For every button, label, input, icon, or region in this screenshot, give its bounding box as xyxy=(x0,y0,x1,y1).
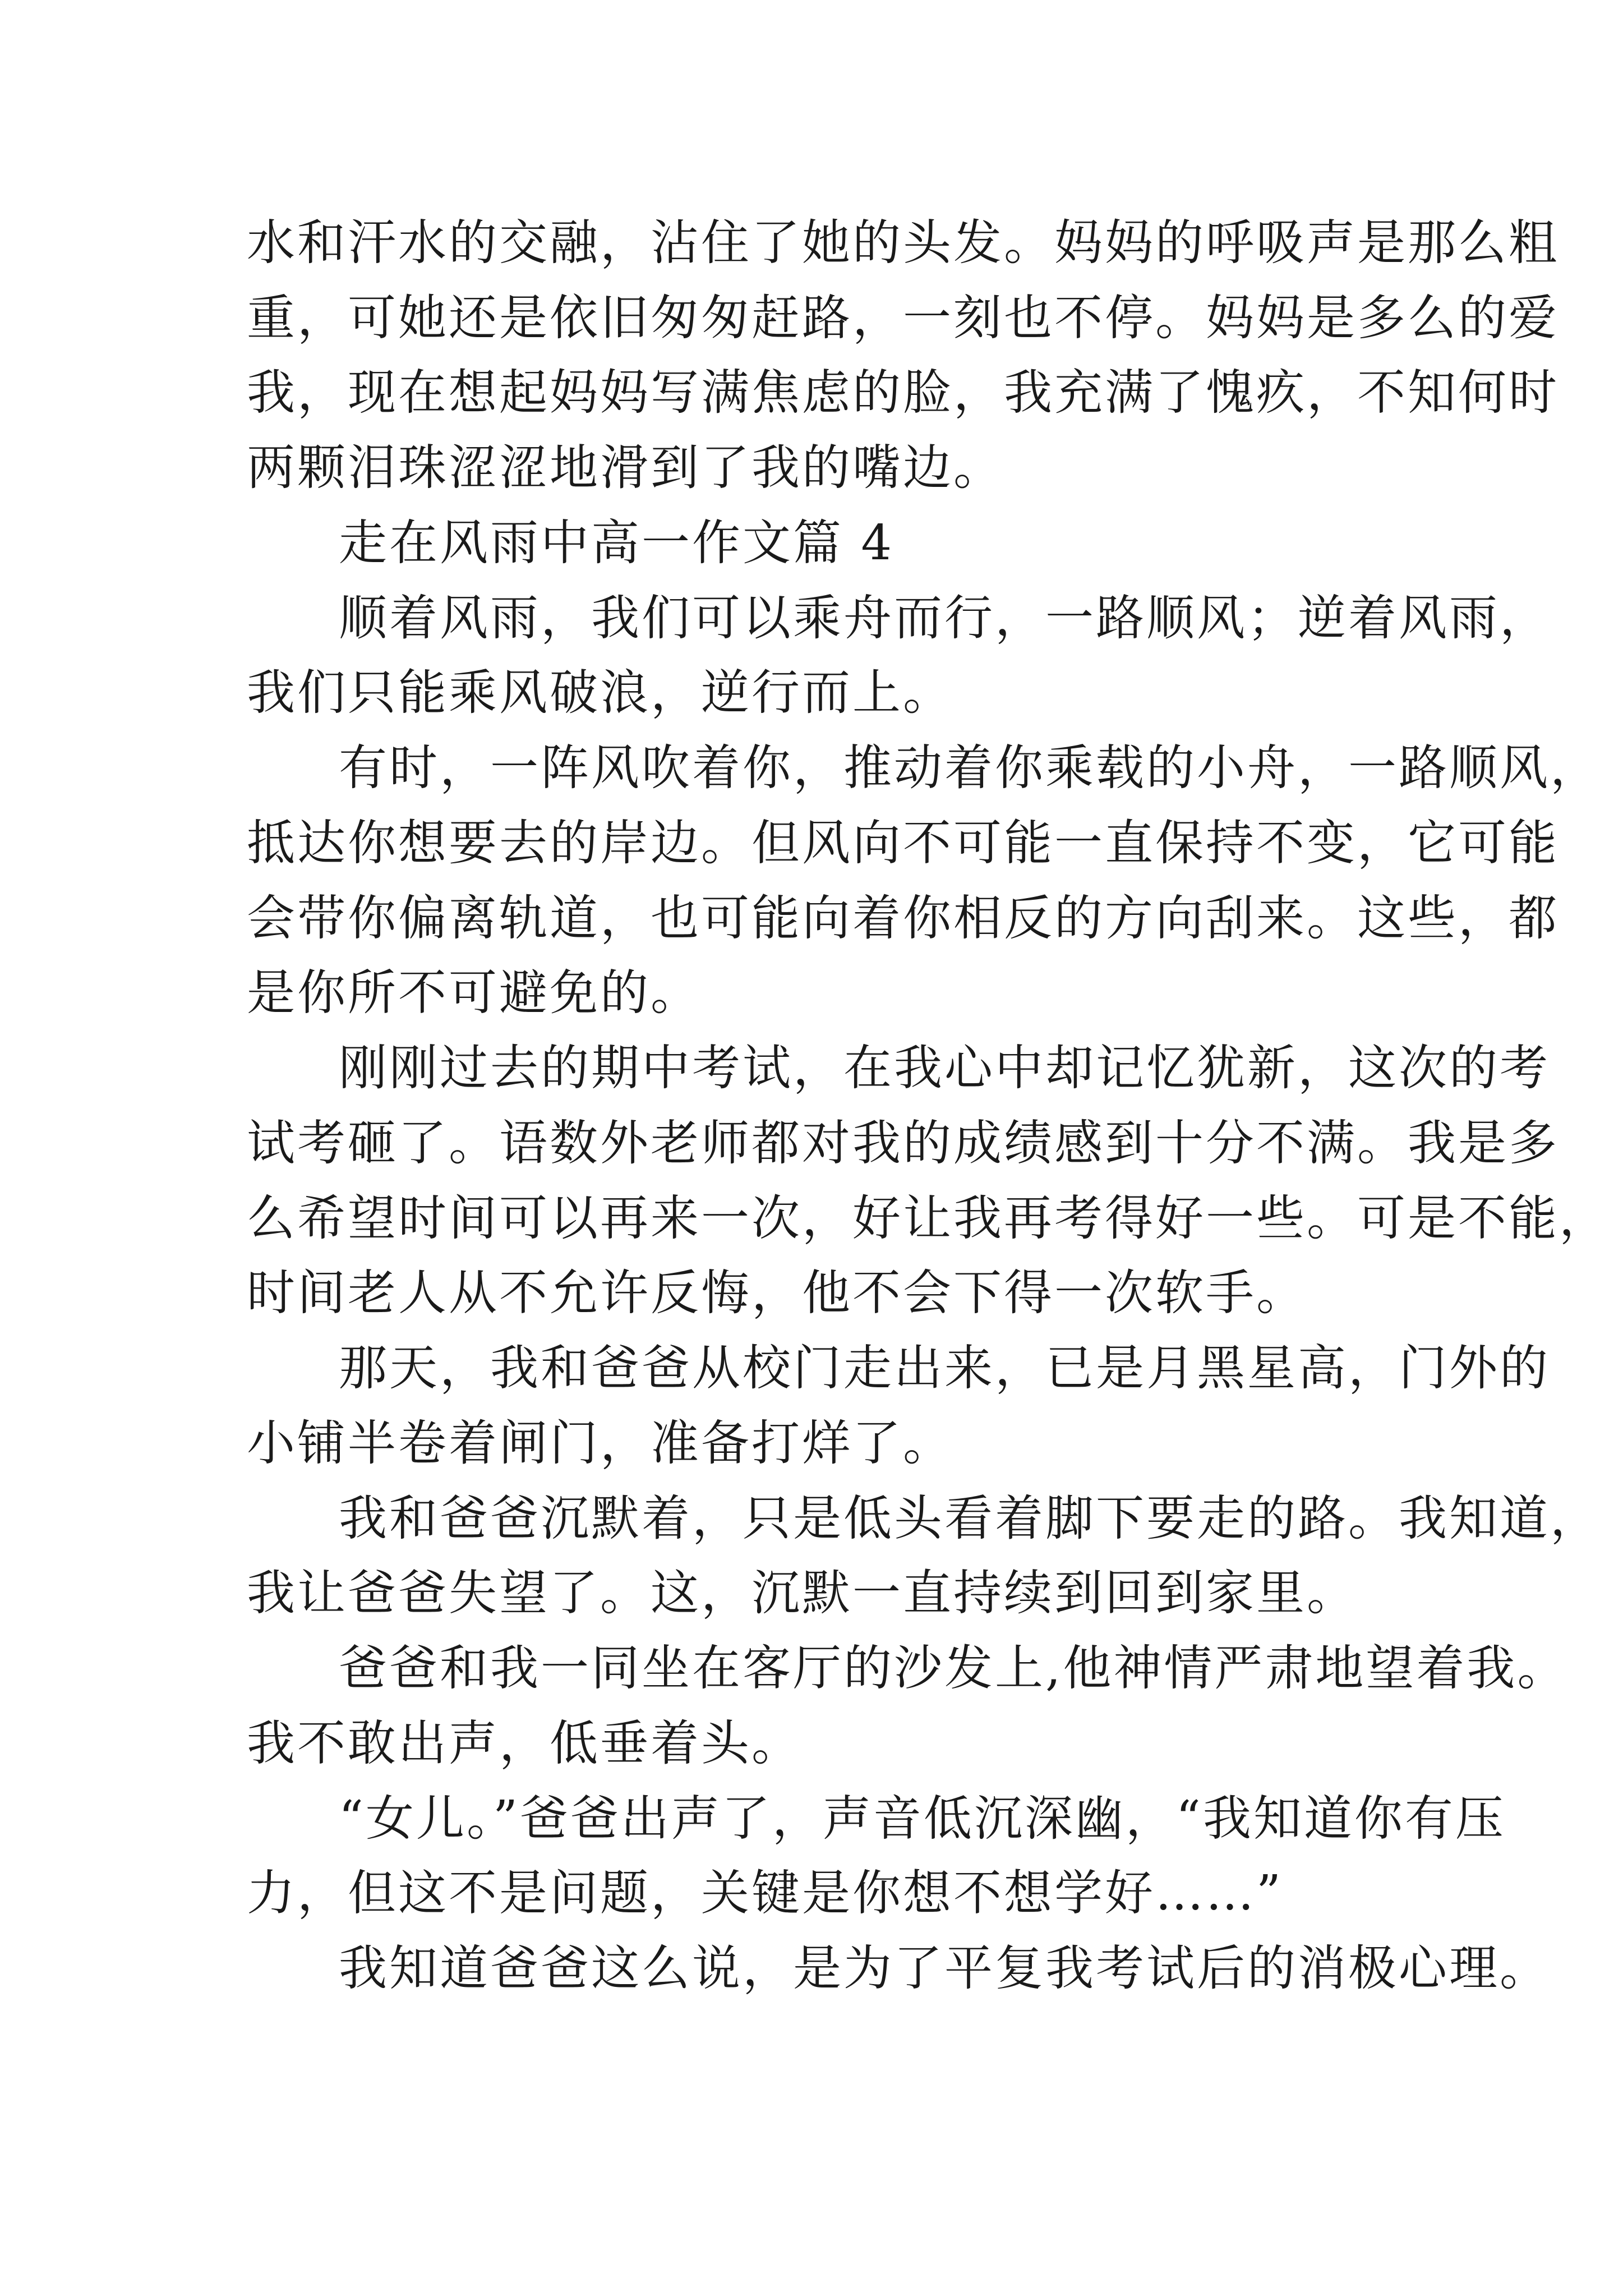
text-line: 我们只能乘风破浪，逆行而上。 xyxy=(247,665,953,721)
text-line: 两颗泪珠涩涩地滑到了我的嘴边。 xyxy=(247,440,1004,496)
text-line: 时间老人从不允许反悔，他不会下得一次软手。 xyxy=(247,1265,1307,1321)
text-line: 有时，一阵风吹着你，推动着你乘载的小舟，一路顺风， xyxy=(339,740,1601,796)
text-line: “女儿。”爸爸出声了，声音低沉深幽，“我知道你有压 xyxy=(339,1791,1506,1847)
text-line: 顺着风雨，我们可以乘舟而行，一路顺风；逆着风雨， xyxy=(339,590,1550,646)
text-line: 重，可她还是依旧匆匆赶路，一刻也不停。妈妈是多么的爱 xyxy=(247,290,1559,346)
text-line: 是你所不可避免的。 xyxy=(247,965,701,1021)
text-line: 我让爸爸失望了。这，沉默一直持续到回到家里。 xyxy=(247,1565,1357,1621)
text-line: 么希望时间可以再来一次，好让我再考得好一些。可是不能， xyxy=(247,1190,1610,1246)
text-line: 会带你偏离轨道，也可能向着你相反的方向刮来。这些，都 xyxy=(247,890,1559,946)
text-line: 小铺半卷着闸门，准备打烊了。 xyxy=(247,1415,953,1471)
text-line: 那天，我和爸爸从校门走出来，已是月黑星高，门外的 xyxy=(339,1340,1550,1396)
text-line: 爸爸和我一同坐在客厅的沙发上,他神情严肃地望着我。 xyxy=(339,1640,1568,1696)
text-line: 水和汗水的交融，沾住了她的头发。妈妈的呼吸声是那么粗 xyxy=(247,215,1559,271)
text-line: 我知道爸爸这么说，是为了平复我考试后的消极心理。 xyxy=(339,1940,1550,1996)
text-line: 刚刚过去的期中考试，在我心中却记忆犹新，这次的考 xyxy=(339,1040,1550,1096)
text-line: 力，但这不是问题，关键是你想不想学好……” xyxy=(247,1865,1283,1921)
section-heading: 走在风雨中高一作文篇 4 xyxy=(339,515,895,571)
text-line: 我，现在想起妈妈写满焦虑的脸，我充满了愧疚，不知何时 xyxy=(247,365,1559,421)
text-line: 我不敢出声，低垂着头。 xyxy=(247,1715,802,1772)
text-line: 抵达你想要去的岸边。但风向不可能一直保持不变，它可能 xyxy=(247,815,1559,871)
text-line: 我和爸爸沉默着，只是低头看着脚下要走的路。我知道， xyxy=(339,1490,1601,1547)
text-line: 试考砸了。语数外老师都对我的成绩感到十分不满。我是多 xyxy=(247,1115,1559,1171)
